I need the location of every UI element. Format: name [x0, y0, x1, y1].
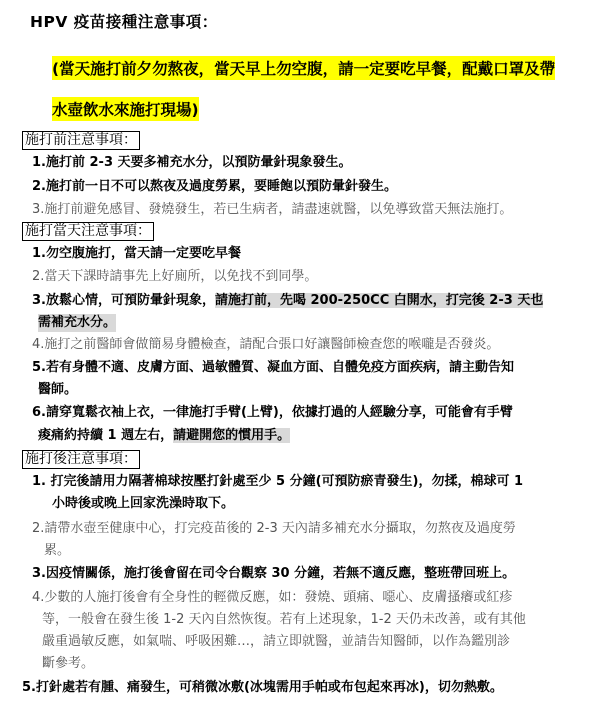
before-item-2: 2.施打前一日不可以熬夜及過度勞累，要睡飽以預防暈針發生。 — [32, 179, 397, 194]
day-item-2: 2.當天下課時請事先上好廁所，以免找不到同學。 — [32, 269, 318, 284]
before-item-3: 3.施打前避免感冒、發燒發生，若已生病者，請盡速就醫，以免導致當天無法施打。 — [32, 202, 513, 217]
after-item-5: 5.打針處若有腫、痛發生，可稍微冰敷(冰塊需用手帕或布包起來再冰)，切勿熱敷。 — [22, 680, 503, 695]
day-item-3 — [32, 292, 543, 310]
day-item-3-part-1: 3.放鬆心情，可預防暈針現象， — [32, 293, 215, 308]
day-item-3-part-2: 請施打前，先喝 200-250CC 白開水，打完後 2-3 天也 — [214, 293, 544, 308]
before-item-1: 1.施打前 2-3 天要多補充水分，以預防暈針現象發生。 — [32, 155, 352, 170]
day-item-6-part-2: 請避開您的慣用手。 — [173, 428, 291, 443]
after-item-4-line-2: 等，一般會在發生後 1-2 天內自然恢復。若有上述現象，1-2 天仍未改善，或有其他 — [42, 612, 526, 627]
after-item-1: 1. 打完後請用力隔著棉球按壓打針處至少 5 分鐘(可預防瘀青發生)，勿揉，棉球可 1 — [32, 474, 524, 489]
day-item-3-line-2: 需補充水分。 — [38, 315, 117, 330]
day-item-6-line-2 — [38, 427, 290, 445]
after-heading: 施打後注意事項： — [22, 450, 140, 469]
day-heading: 施打當天注意事項： — [22, 222, 154, 241]
day-item-6: 6.請穿寬鬆衣袖上衣，一律施打手臂(上臂)，依據打過的人經驗分享，可能會有手臂 — [32, 405, 513, 420]
after-item-4-line-4: 斷參考。 — [42, 656, 95, 671]
after-item-2-line-2: 累。 — [44, 543, 71, 558]
after-item-2: 2.請帶水壺至健康中心，打完疫苗後的 2-3 天內請多補充水分攝取，勿熬夜及過度勞 — [32, 521, 516, 536]
before-heading: 施打前注意事項： — [22, 131, 140, 150]
notice-line-2: 水壺飲水來施打現場) — [52, 97, 199, 121]
day-item-5: 5.若有身體不適、皮膚方面、過敏體質、凝血方面、自體免疫方面疾病，請主動告知 — [32, 360, 514, 375]
day-item-5-line-2: 醫師。 — [38, 382, 78, 397]
after-item-4-line-3: 嚴重過敏反應，如氣喘、呼吸困難…，請立即就醫，並請告知醫師，以作為鑑別診 — [42, 634, 511, 649]
after-item-1-line-2: 小時後或晚上回家洗澡時取下。 — [52, 496, 235, 511]
after-item-4: 4.少數的人施打後會有全身性的輕微反應，如：發燒、頭痛、噁心、皮膚搔癢或紅疹 — [32, 590, 513, 605]
day-item-4: 4.施打之前醫師會做簡易身體檢查，請配合張口好讓醫師檢查您的喉嚨是否發炎。 — [32, 337, 500, 352]
after-item-3: 3.因疫情關係，施打後會留在司令台觀察 30 分鐘，若無不適反應，整班帶回班上。 — [32, 566, 516, 581]
page-title: HPV 疫苗接種注意事項： — [30, 13, 218, 31]
day-item-6-part-1: 痠痛約持續 1 週左右， — [38, 428, 174, 443]
day-item-1: 1.勿空腹施打，當天請一定要吃早餐 — [32, 246, 241, 261]
notice-line-1: (當天施打前夕勿熬夜，當天早上勿空腹，請一定要吃早餐，配戴口罩及帶 — [52, 56, 555, 80]
